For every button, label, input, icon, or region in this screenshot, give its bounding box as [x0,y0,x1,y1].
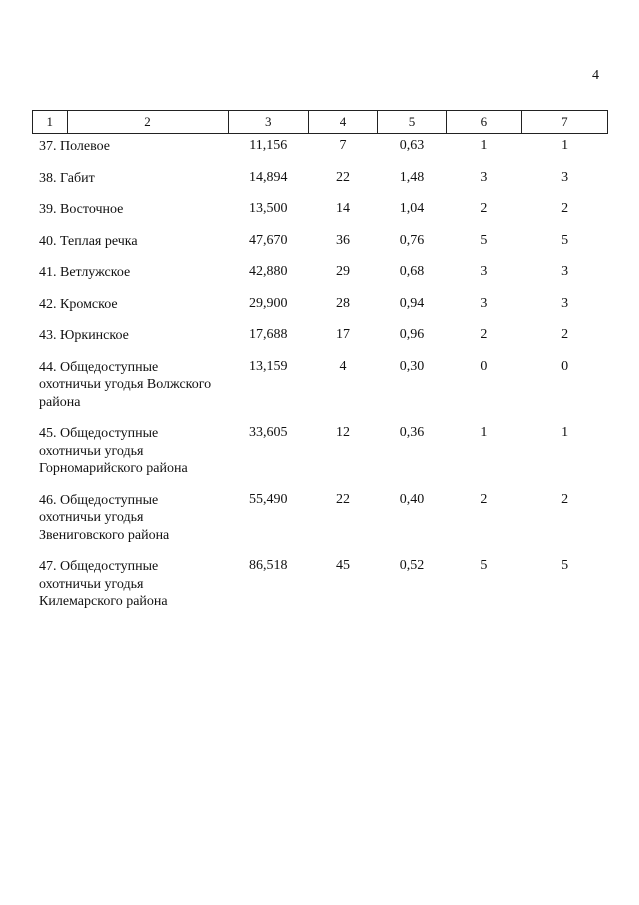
table-row [33,260,608,292]
cell-c4: 22 [336,169,350,185]
cell-c7: 5 [561,558,569,573]
cell-c3: 14,894 [249,169,288,185]
hunting-ground-name [33,197,229,229]
table-row [33,166,608,198]
cell-c6: 2 [480,491,488,507]
hunting-ground-name-text: 45. Общедоступные охотничьи угодья Горномарийского района [39,426,188,476]
cell-c3: 42,880 [249,264,288,279]
cell-c7: 1 [561,138,569,153]
hunting-ground-name [33,421,229,488]
table-row [33,554,608,621]
table-row [33,355,608,422]
cell-c7: 3 [561,169,569,185]
hunting-ground-name [33,488,229,555]
column-header-5: 5 [378,111,447,134]
cell-c3: 17,688 [249,327,288,342]
cell-c5: 1,48 [399,169,425,185]
hunting-ground-name-text: 42. Кромское [39,296,118,312]
column-header-6: 6 [447,111,522,134]
cell-c6: 2 [480,327,488,342]
hunting-ground-name-text: 38. Габит [39,170,95,186]
table-header-row [33,111,608,134]
cell-c3: 13,159 [249,358,288,374]
cell-c6: 2 [480,201,488,216]
cell-c5: 0,30 [399,358,425,374]
table-row [33,488,608,555]
cell-c6: 3 [480,169,488,185]
hunting-ground-name [33,260,229,292]
cell-c5: 0,63 [399,138,425,153]
cell-c7: 3 [561,264,569,279]
hunting-ground-name [33,292,229,324]
cell-c6: 1 [480,138,488,153]
column-header-2: 2 [67,111,228,134]
cell-c3: 86,518 [249,558,288,573]
cell-c5: 1,04 [399,201,425,216]
hunting-ground-name-text: 39. Восточное [39,202,124,217]
cell-c3: 13,500 [249,201,288,216]
cell-c6: 0 [480,358,488,374]
cell-c6: 5 [480,558,488,573]
cell-c7: 3 [561,295,569,311]
cell-c5: 0,68 [399,264,425,279]
cell-c3: 11,156 [249,138,288,153]
cell-c4: 45 [336,558,350,573]
hunting-ground-name [33,229,229,261]
cell-c7: 0 [561,358,569,374]
hunting-ground-name-text: 43. Юркинское [39,328,129,343]
cell-c7: 2 [561,491,569,507]
hunting-ground-name-text: 47. Общедоступные охотничьи угодья Килемарского района [39,559,168,609]
cell-c4: 29 [336,264,350,279]
cell-c5: 0,52 [399,558,425,573]
hunting-ground-name-text: 44. Общедоступные охотничьи угодья Волжского района [39,359,212,410]
cell-c4: 12 [336,425,350,440]
table-row [33,421,608,488]
cell-c6: 1 [480,425,488,440]
data-table-container [32,110,608,621]
cell-c5: 0,36 [399,425,425,440]
column-header-4: 4 [309,111,378,134]
hunting-ground-name [33,323,229,355]
cell-c4: 4 [339,358,347,374]
column-header-1: 1 [33,111,68,134]
cell-c5: 0,96 [399,327,425,342]
hunting-ground-name-text: 46. Общедоступные охотничьи угодья Звениговского района [39,492,170,543]
cell-c3: 55,490 [249,491,288,507]
hunting-ground-name [33,554,229,621]
page-number: 4 [592,68,599,83]
hunting-ground-name-text: 40. Теплая речка [39,233,138,249]
table-row [33,292,608,324]
cell-c4: 36 [336,232,350,248]
cell-c6: 3 [480,295,488,311]
cell-c4: 7 [339,138,347,153]
cell-c4: 22 [336,491,350,507]
table-row [33,134,608,166]
table-row [33,197,608,229]
cell-c6: 3 [480,264,488,279]
cell-c7: 5 [561,232,569,248]
cell-c3: 47,670 [249,232,288,248]
hunting-ground-name-text: 41. Ветлужское [39,265,131,280]
cell-c5: 0,94 [399,295,425,311]
table-row [33,323,608,355]
column-header-3: 3 [228,111,309,134]
cell-c7: 1 [561,425,569,440]
cell-c6: 5 [480,232,488,248]
cell-c7: 2 [561,327,569,342]
cell-c4: 28 [336,295,350,311]
cell-c4: 17 [336,327,350,342]
cell-c3: 33,605 [249,425,288,440]
cell-c5: 0,76 [399,232,425,248]
table-body [33,134,608,621]
hunting-ground-name-text: 37. Полевое [39,139,111,154]
hunting-ground-name [33,355,229,422]
cell-c5: 0,40 [399,491,425,507]
cell-c3: 29,900 [249,295,288,311]
hunting-ground-name [33,166,229,198]
cell-c4: 14 [336,201,350,216]
cell-c7: 2 [561,201,569,216]
table-row [33,229,608,261]
hunting-grounds-table [32,110,608,621]
hunting-ground-name [33,134,229,166]
column-header-7: 7 [521,111,607,134]
